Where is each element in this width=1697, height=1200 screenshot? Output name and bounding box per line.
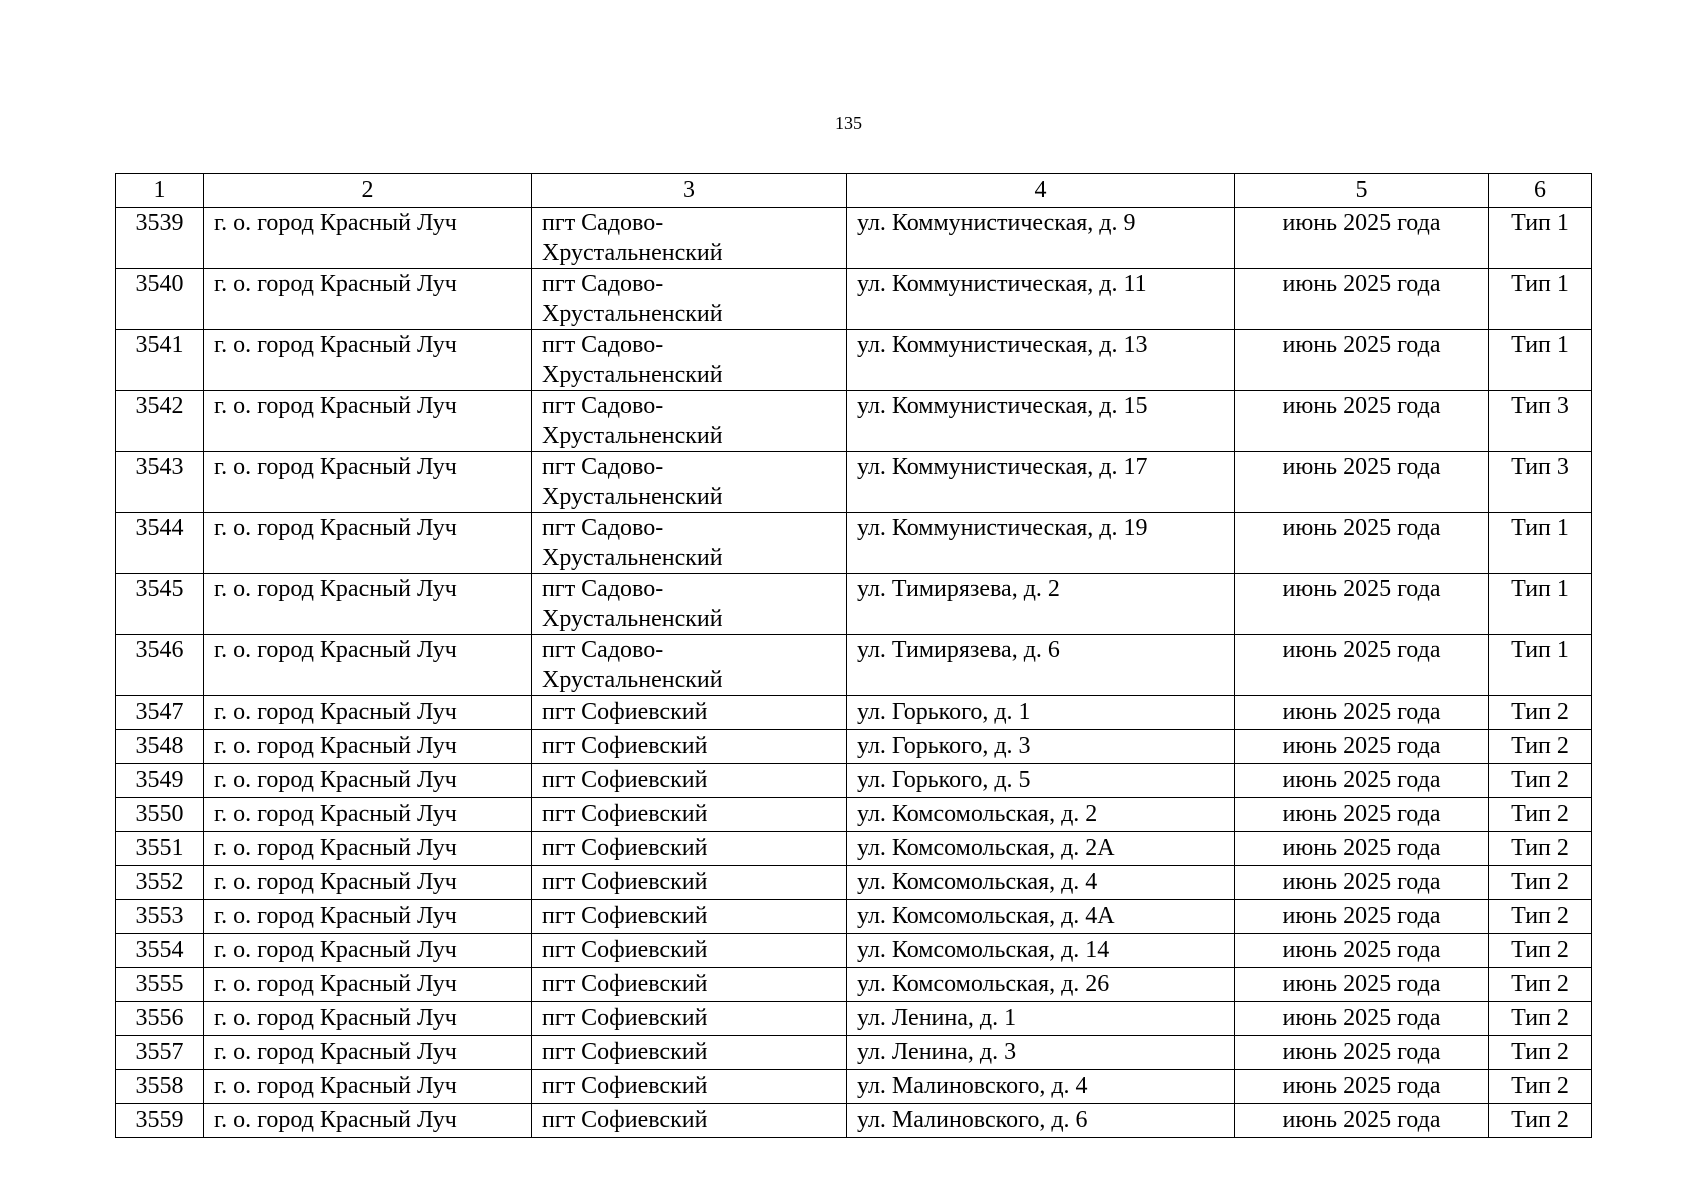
settlement-cell: пгт Софиевский	[532, 866, 847, 900]
date-cell: июнь 2025 года	[1235, 208, 1489, 269]
type-cell: Тип 2	[1489, 968, 1592, 1002]
row-number-cell: 3548	[116, 730, 204, 764]
row-number-cell: 3559	[116, 1104, 204, 1138]
municipality-cell: г. о. город Красный Луч	[204, 934, 532, 968]
row-number-cell: 3539	[116, 208, 204, 269]
address-cell: ул. Горького, д. 5	[847, 764, 1235, 798]
municipality-cell: г. о. город Красный Луч	[204, 1104, 532, 1138]
column-header: 6	[1489, 174, 1592, 208]
row-number-cell: 3551	[116, 832, 204, 866]
table-row	[116, 900, 1592, 934]
row-number-cell: 3553	[116, 900, 204, 934]
row-number-cell: 3552	[116, 866, 204, 900]
column-header: 2	[204, 174, 532, 208]
date-cell: июнь 2025 года	[1235, 1036, 1489, 1070]
settlement-cell: пгт Софиевский	[532, 1070, 847, 1104]
address-cell: ул. Комсомольская, д. 2А	[847, 832, 1235, 866]
settlement-cell: пгт Садово-Хрустальненский	[532, 391, 847, 452]
municipality-cell: г. о. город Красный Луч	[204, 574, 532, 635]
settlement-cell: пгт Софиевский	[532, 798, 847, 832]
table-row	[116, 330, 1592, 391]
table-row	[116, 866, 1592, 900]
settlement-cell: пгт Софиевский	[532, 1104, 847, 1138]
type-cell: Тип 3	[1489, 391, 1592, 452]
table-row	[116, 1104, 1592, 1138]
municipality-cell: г. о. город Красный Луч	[204, 208, 532, 269]
address-cell: ул. Комсомольская, д. 14	[847, 934, 1235, 968]
address-cell: ул. Коммунистическая, д. 17	[847, 452, 1235, 513]
date-cell: июнь 2025 года	[1235, 391, 1489, 452]
address-cell: ул. Коммунистическая, д. 11	[847, 269, 1235, 330]
table-row	[116, 452, 1592, 513]
address-cell: ул. Тимирязева, д. 2	[847, 574, 1235, 635]
settlement-cell: пгт Софиевский	[532, 696, 847, 730]
table-row	[116, 730, 1592, 764]
type-cell: Тип 2	[1489, 1036, 1592, 1070]
table-row	[116, 513, 1592, 574]
municipality-cell: г. о. город Красный Луч	[204, 798, 532, 832]
date-cell: июнь 2025 года	[1235, 934, 1489, 968]
municipality-cell: г. о. город Красный Луч	[204, 1002, 532, 1036]
row-number-cell: 3549	[116, 764, 204, 798]
settlement-cell: пгт Софиевский	[532, 764, 847, 798]
address-cell: ул. Коммунистическая, д. 15	[847, 391, 1235, 452]
municipality-cell: г. о. город Красный Луч	[204, 1070, 532, 1104]
row-number-cell: 3541	[116, 330, 204, 391]
type-cell: Тип 2	[1489, 934, 1592, 968]
municipality-cell: г. о. город Красный Луч	[204, 330, 532, 391]
address-cell: ул. Коммунистическая, д. 19	[847, 513, 1235, 574]
row-number-cell: 3554	[116, 934, 204, 968]
row-number-cell: 3547	[116, 696, 204, 730]
municipality-cell: г. о. город Красный Луч	[204, 1036, 532, 1070]
type-cell: Тип 3	[1489, 452, 1592, 513]
address-cell: ул. Комсомольская, д. 4	[847, 866, 1235, 900]
settlement-cell: пгт Софиевский	[532, 1036, 847, 1070]
date-cell: июнь 2025 года	[1235, 1104, 1489, 1138]
address-cell: ул. Малиновского, д. 4	[847, 1070, 1235, 1104]
table-row	[116, 696, 1592, 730]
settlement-cell: пгт Садово-Хрустальненский	[532, 208, 847, 269]
settlement-cell: пгт Софиевский	[532, 832, 847, 866]
address-cell: ул. Горького, д. 1	[847, 696, 1235, 730]
table-row	[116, 934, 1592, 968]
date-cell: июнь 2025 года	[1235, 798, 1489, 832]
settlement-cell: пгт Софиевский	[532, 730, 847, 764]
date-cell: июнь 2025 года	[1235, 574, 1489, 635]
row-number-cell: 3550	[116, 798, 204, 832]
type-cell: Тип 2	[1489, 900, 1592, 934]
address-registry-table	[115, 173, 1592, 1138]
address-cell: ул. Малиновского, д. 6	[847, 1104, 1235, 1138]
column-header: 1	[116, 174, 204, 208]
date-cell: июнь 2025 года	[1235, 730, 1489, 764]
date-cell: июнь 2025 года	[1235, 832, 1489, 866]
settlement-cell: пгт Софиевский	[532, 968, 847, 1002]
type-cell: Тип 1	[1489, 330, 1592, 391]
settlement-cell: пгт Садово-Хрустальненский	[532, 513, 847, 574]
municipality-cell: г. о. город Красный Луч	[204, 513, 532, 574]
municipality-cell: г. о. город Красный Луч	[204, 900, 532, 934]
column-header: 3	[532, 174, 847, 208]
date-cell: июнь 2025 года	[1235, 866, 1489, 900]
type-cell: Тип 1	[1489, 208, 1592, 269]
settlement-cell: пгт Софиевский	[532, 900, 847, 934]
address-cell: ул. Коммунистическая, д. 13	[847, 330, 1235, 391]
table-row	[116, 269, 1592, 330]
address-cell: ул. Горького, д. 3	[847, 730, 1235, 764]
row-number-cell: 3540	[116, 269, 204, 330]
type-cell: Тип 2	[1489, 1002, 1592, 1036]
settlement-cell: пгт Садово-Хрустальненский	[532, 452, 847, 513]
settlement-cell: пгт Софиевский	[532, 1002, 847, 1036]
row-number-cell: 3555	[116, 968, 204, 1002]
table-row	[116, 832, 1592, 866]
settlement-cell: пгт Садово-Хрустальненский	[532, 330, 847, 391]
date-cell: июнь 2025 года	[1235, 452, 1489, 513]
type-cell: Тип 2	[1489, 832, 1592, 866]
type-cell: Тип 2	[1489, 1070, 1592, 1104]
type-cell: Тип 2	[1489, 696, 1592, 730]
date-cell: июнь 2025 года	[1235, 968, 1489, 1002]
municipality-cell: г. о. город Красный Луч	[204, 730, 532, 764]
table-row	[116, 1070, 1592, 1104]
date-cell: июнь 2025 года	[1235, 1070, 1489, 1104]
column-header: 4	[847, 174, 1235, 208]
type-cell: Тип 1	[1489, 513, 1592, 574]
date-cell: июнь 2025 года	[1235, 513, 1489, 574]
date-cell: июнь 2025 года	[1235, 330, 1489, 391]
address-cell: ул. Ленина, д. 1	[847, 1002, 1235, 1036]
municipality-cell: г. о. город Красный Луч	[204, 269, 532, 330]
type-cell: Тип 1	[1489, 635, 1592, 696]
settlement-cell: пгт Садово-Хрустальненский	[532, 635, 847, 696]
row-number-cell: 3558	[116, 1070, 204, 1104]
date-cell: июнь 2025 года	[1235, 900, 1489, 934]
date-cell: июнь 2025 года	[1235, 764, 1489, 798]
address-cell: ул. Ленина, д. 3	[847, 1036, 1235, 1070]
row-number-cell: 3556	[116, 1002, 204, 1036]
column-header: 5	[1235, 174, 1489, 208]
type-cell: Тип 2	[1489, 798, 1592, 832]
date-cell: июнь 2025 года	[1235, 635, 1489, 696]
type-cell: Тип 1	[1489, 269, 1592, 330]
page-number: 135	[835, 113, 862, 133]
table-row	[116, 764, 1592, 798]
type-cell: Тип 2	[1489, 730, 1592, 764]
table-row	[116, 968, 1592, 1002]
table-row	[116, 1002, 1592, 1036]
table-row	[116, 391, 1592, 452]
municipality-cell: г. о. город Красный Луч	[204, 635, 532, 696]
municipality-cell: г. о. город Красный Луч	[204, 452, 532, 513]
address-cell: ул. Коммунистическая, д. 9	[847, 208, 1235, 269]
header-row	[116, 174, 1592, 208]
settlement-cell: пгт Садово-Хрустальненский	[532, 574, 847, 635]
date-cell: июнь 2025 года	[1235, 269, 1489, 330]
municipality-cell: г. о. город Красный Луч	[204, 832, 532, 866]
row-number-cell: 3543	[116, 452, 204, 513]
table-row	[116, 635, 1592, 696]
date-cell: июнь 2025 года	[1235, 696, 1489, 730]
table-row	[116, 574, 1592, 635]
address-cell: ул. Тимирязева, д. 6	[847, 635, 1235, 696]
table-row	[116, 1036, 1592, 1070]
municipality-cell: г. о. город Красный Луч	[204, 391, 532, 452]
settlement-cell: пгт Садово-Хрустальненский	[532, 269, 847, 330]
type-cell: Тип 2	[1489, 764, 1592, 798]
table-row	[116, 798, 1592, 832]
row-number-cell: 3545	[116, 574, 204, 635]
municipality-cell: г. о. город Красный Луч	[204, 696, 532, 730]
type-cell: Тип 1	[1489, 574, 1592, 635]
row-number-cell: 3542	[116, 391, 204, 452]
address-cell: ул. Комсомольская, д. 2	[847, 798, 1235, 832]
settlement-cell: пгт Софиевский	[532, 934, 847, 968]
type-cell: Тип 2	[1489, 866, 1592, 900]
date-cell: июнь 2025 года	[1235, 1002, 1489, 1036]
row-number-cell: 3546	[116, 635, 204, 696]
table-row	[116, 208, 1592, 269]
address-cell: ул. Комсомольская, д. 4А	[847, 900, 1235, 934]
municipality-cell: г. о. город Красный Луч	[204, 764, 532, 798]
row-number-cell: 3557	[116, 1036, 204, 1070]
municipality-cell: г. о. город Красный Луч	[204, 968, 532, 1002]
address-cell: ул. Комсомольская, д. 26	[847, 968, 1235, 1002]
table-body	[116, 208, 1592, 1138]
type-cell: Тип 2	[1489, 1104, 1592, 1138]
municipality-cell: г. о. город Красный Луч	[204, 866, 532, 900]
row-number-cell: 3544	[116, 513, 204, 574]
